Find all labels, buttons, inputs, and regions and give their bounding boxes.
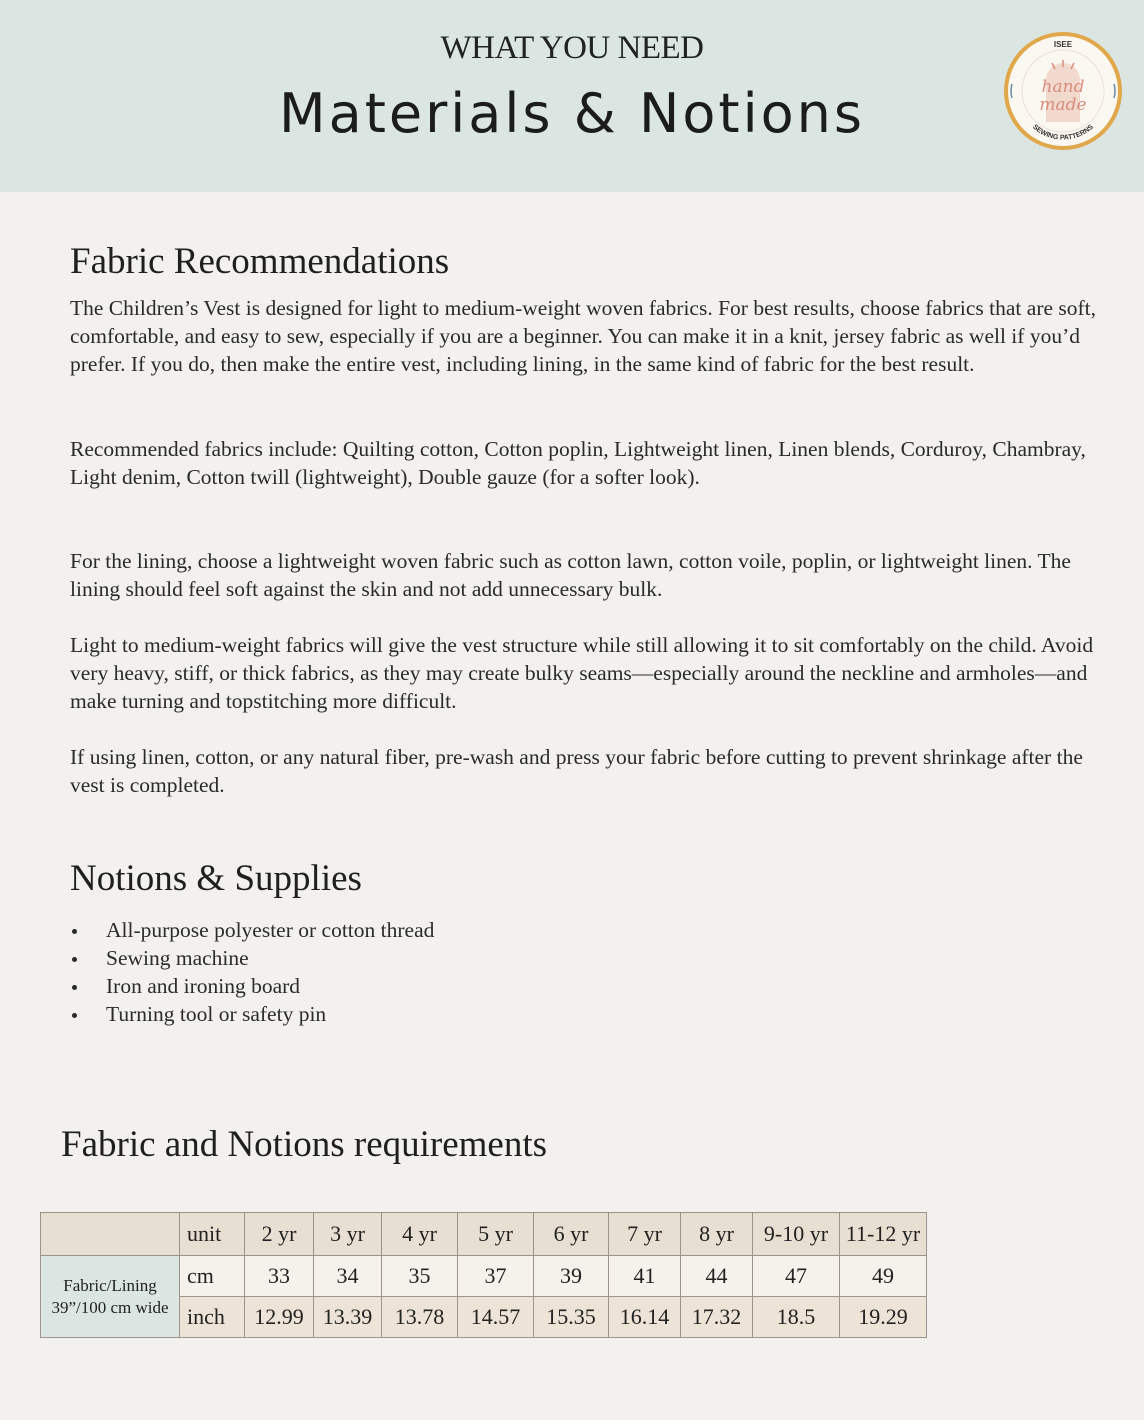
badge-top-text: ISEE	[1053, 40, 1073, 49]
cm-value: 35	[382, 1256, 458, 1297]
cm-value: 41	[609, 1256, 681, 1297]
inch-value: 14.57	[458, 1297, 534, 1338]
size-header: 11-12 yr	[840, 1213, 927, 1256]
row-label-line2: 39”/100 cm wide	[51, 1297, 169, 1317]
list-item: Sewing machine	[70, 944, 434, 972]
cm-value: 34	[314, 1256, 382, 1297]
list-item: All-purpose polyester or cotton thread	[70, 916, 434, 944]
inch-value: 19.29	[840, 1297, 927, 1338]
requirements-heading: Fabric and Notions requirements	[61, 1124, 548, 1165]
cm-value: 47	[753, 1256, 840, 1297]
cm-label: cm	[180, 1256, 245, 1297]
page-header	[0, 0, 1144, 192]
inch-value: 16.14	[609, 1297, 681, 1338]
list-item: Turning tool or safety pin	[70, 1000, 434, 1028]
badge-line1: hand	[1041, 77, 1085, 97]
table-header-row	[41, 1213, 927, 1256]
inch-value: 13.78	[382, 1297, 458, 1338]
notions-list	[70, 916, 434, 1028]
inch-value: 15.35	[534, 1297, 609, 1338]
size-header: 9-10 yr	[753, 1213, 840, 1256]
inch-value: 17.32	[681, 1297, 753, 1338]
fabric-heading: Fabric Recommendations	[70, 241, 450, 282]
table-row-cm	[41, 1256, 927, 1297]
row-label-line1: Fabric/Lining	[63, 1275, 157, 1295]
inch-label: inch	[180, 1297, 245, 1338]
inch-value: 13.39	[314, 1297, 382, 1338]
size-header: 8 yr	[681, 1213, 753, 1256]
cm-value: 49	[840, 1256, 927, 1297]
lining-paragraph: For the lining, choose a lightweight woven fabric such as cotton lawn, cotton voile, poplin, or lightweight linen. The lining should feel soft against the skin and not add unnecessary bulk.	[70, 549, 1071, 601]
fabric-lining-label	[41, 1256, 180, 1338]
prewash-paragraph: If using linen, cotton, or any natural fiber, pre-wash and press your fabric before cutting to prevent shrinkage after the vest is completed.	[70, 745, 1083, 797]
size-header: 6 yr	[534, 1213, 609, 1256]
handmade-logo-badge	[1002, 30, 1124, 152]
cm-value: 37	[458, 1256, 534, 1297]
badge-bottom-text: SEWING PATTERNS	[1031, 123, 1095, 142]
size-header: 4 yr	[382, 1213, 458, 1256]
inch-value: 18.5	[753, 1297, 840, 1338]
cm-value: 44	[681, 1256, 753, 1297]
table-corner-cell	[41, 1213, 180, 1256]
size-header: 3 yr	[314, 1213, 382, 1256]
cm-value: 33	[245, 1256, 314, 1297]
size-header: 5 yr	[458, 1213, 534, 1256]
unit-header: unit	[180, 1213, 245, 1256]
badge-line2: made	[1039, 95, 1087, 115]
size-header: 2 yr	[245, 1213, 314, 1256]
fabric-intro-paragraph: The Children’s Vest is designed for light to medium-weight woven fabrics. For best results, choose fabrics that are soft, comfortable, and easy to sew, especially if you are a beginner. You can make it in a knit, jersey fabric as well if you’d prefer. If you do, then make the entire vest, including lining, in the same kind of fabric for the best result.	[70, 296, 1097, 376]
size-header: 7 yr	[609, 1213, 681, 1256]
notions-heading: Notions & Supplies	[70, 858, 362, 899]
page-title: Materials & Notions	[279, 82, 865, 145]
recommended-fabrics-paragraph: Recommended fabrics include: Quilting cotton, Cotton poplin, Lightweight linen, Linen blends, Corduroy, Chambray, Light denim, Cotton twill (lightweight), Double gauze (for a softer look).	[70, 437, 1086, 489]
header-kicker: WHAT YOU NEED	[440, 30, 704, 66]
inch-value: 12.99	[245, 1297, 314, 1338]
cm-value: 39	[534, 1256, 609, 1297]
fabric-weight-paragraph: Light to medium-weight fabrics will give the vest structure while still allowing it to sit comfortably on the child. Avoid very heavy, stiff, or thick fabrics, as they may create bulky seams—especially around the neckline and armholes—and make turning and topstitching more difficult.	[70, 633, 1094, 713]
requirements-table	[40, 1212, 927, 1338]
list-item: Iron and ironing board	[70, 972, 434, 1000]
